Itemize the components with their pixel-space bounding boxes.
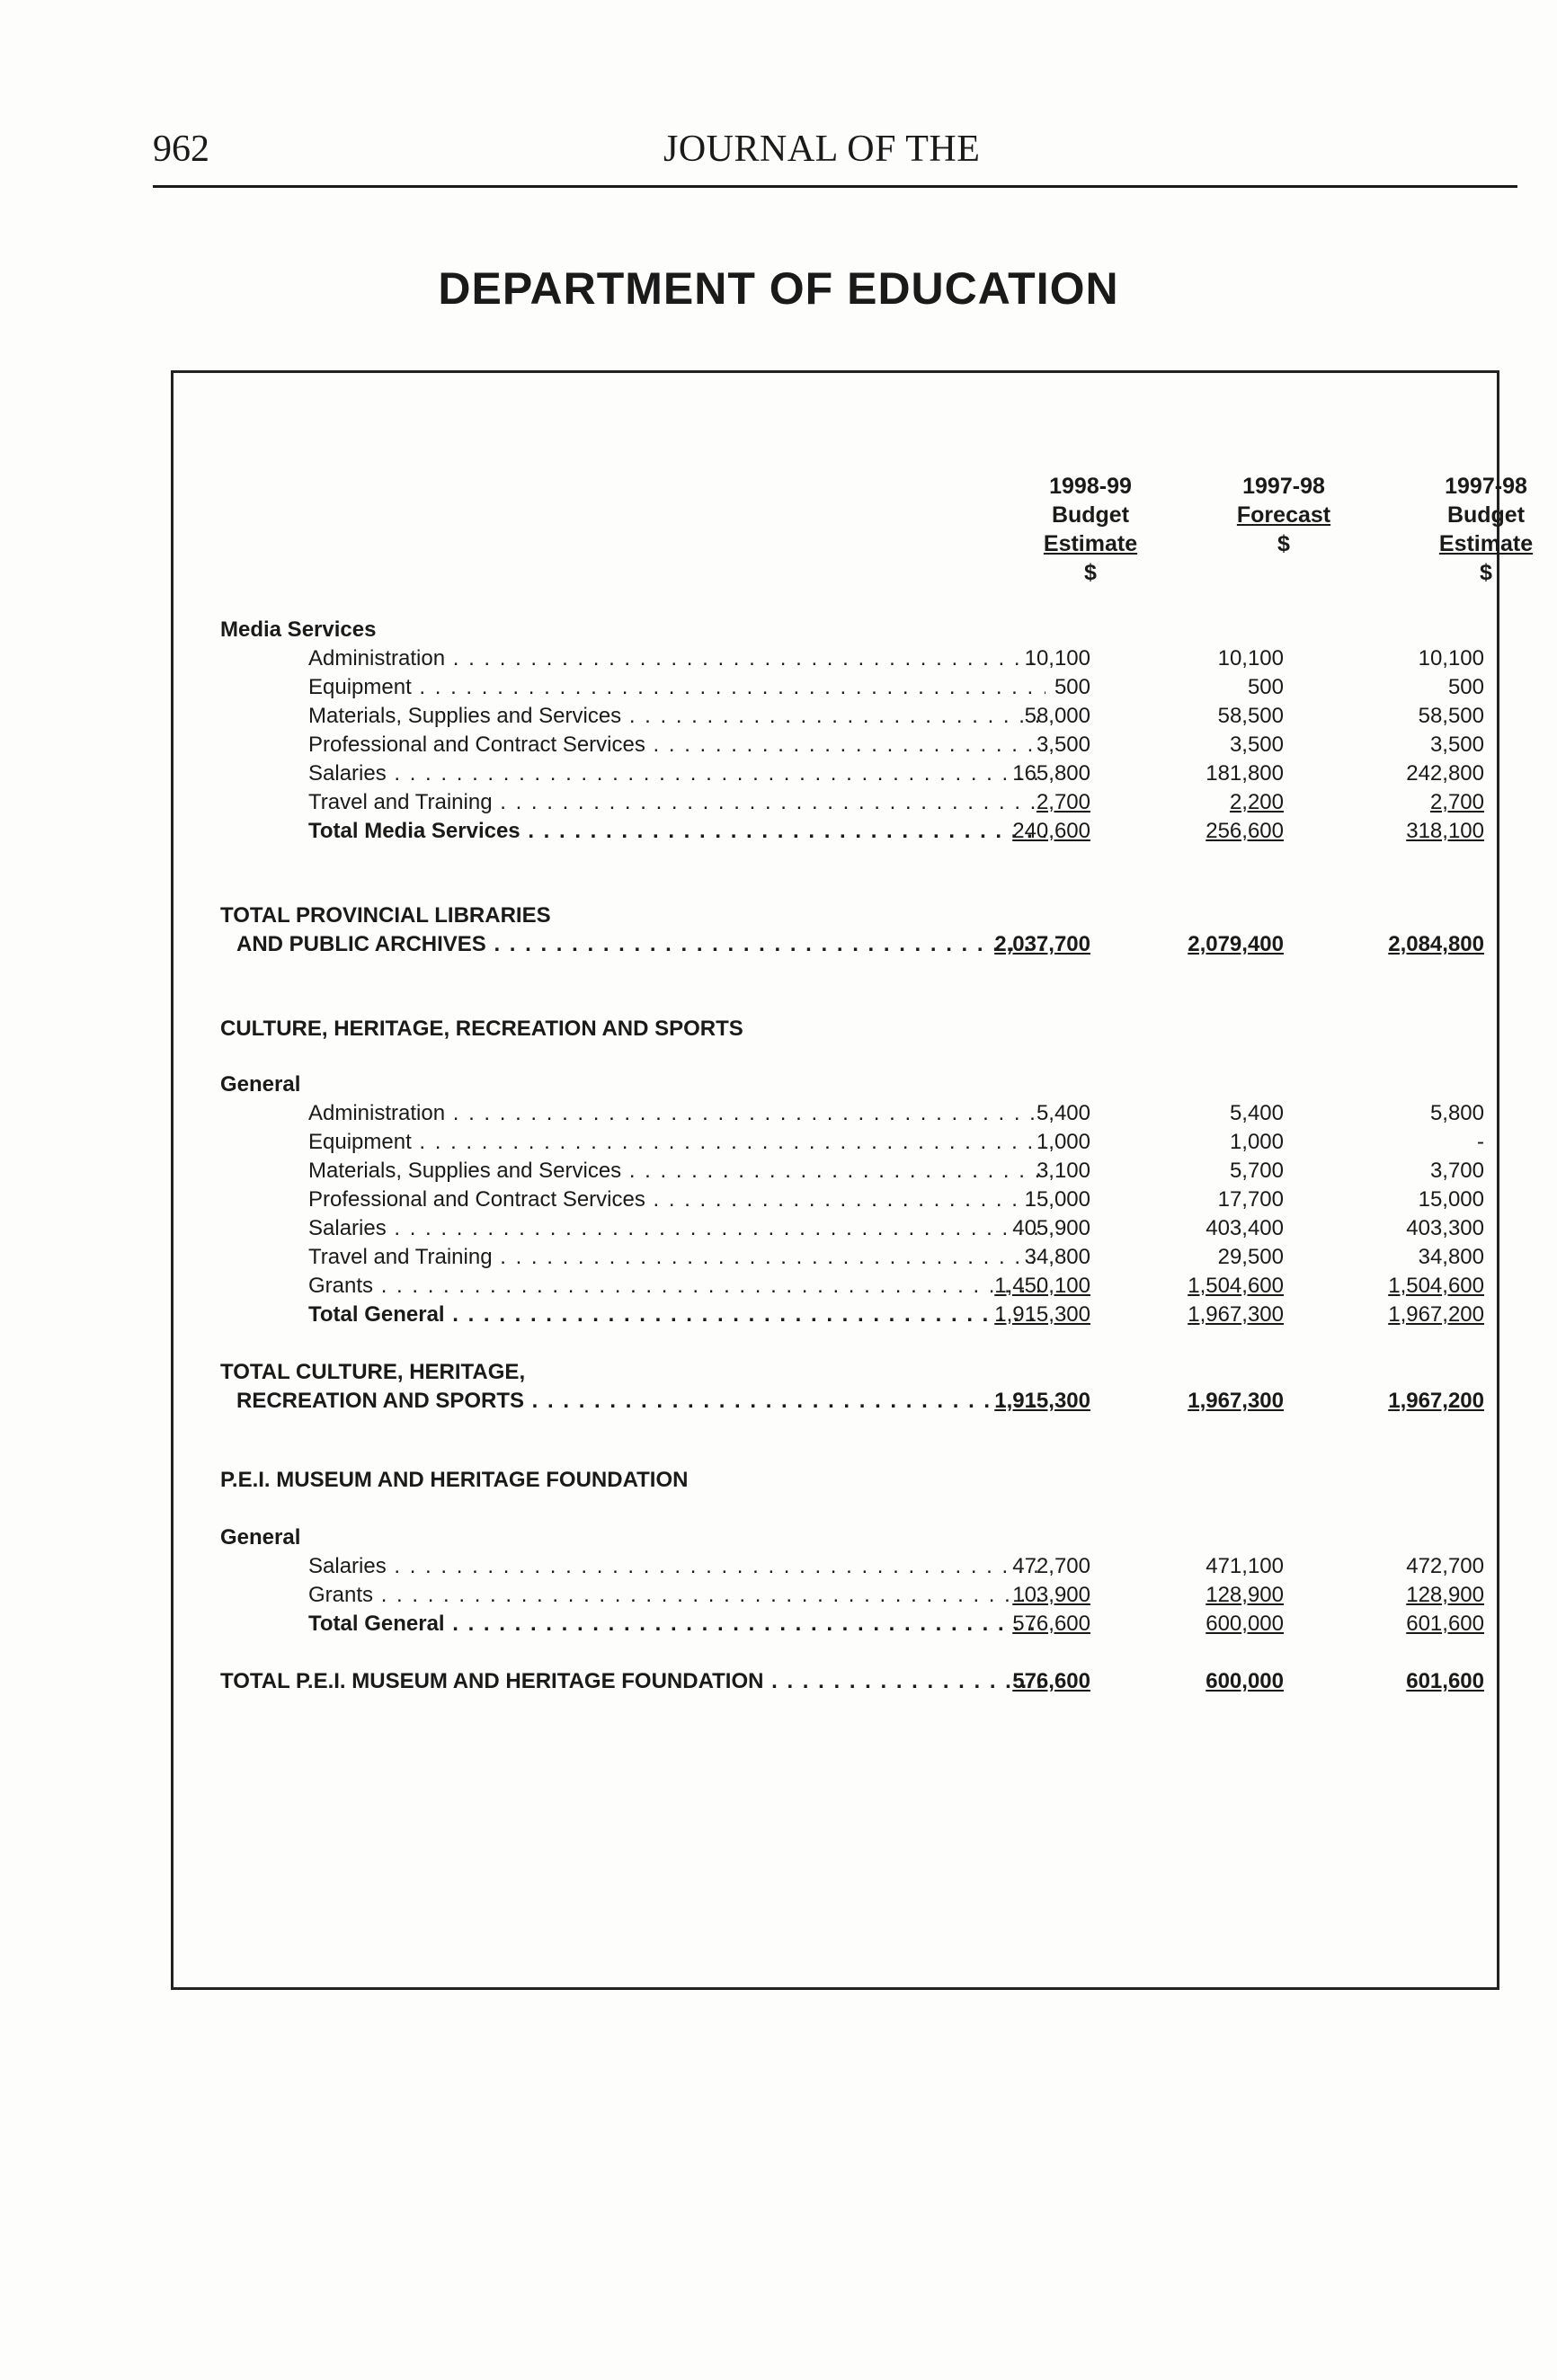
table-row-grand-total: TOTAL P.E.I. MUSEUM AND HERITAGE FOUNDATION . . . 576,600 600,000 601,600 [173,1667,1502,1696]
table-row: Administration . . . 10,100 10,100 10,100 [173,644,1502,673]
table-row-grand-total: AND PUBLIC ARCHIVES . . . 2,037,700 2,079,400 2,084,800 [173,930,1502,959]
culture-heading: CULTURE, HERITAGE, RECREATION AND SPORTS [220,1017,743,1041]
table-row: Salaries . . . 405,900 403,400 403,300 [173,1214,1502,1243]
table-row: Grants . . . 103,900 128,900 128,900 [173,1581,1502,1610]
table-row-total: Total Media Services . . . 240,600 256,600 318,100 [173,817,1502,846]
journal-title: JOURNAL OF THE [663,129,981,170]
column-header-1997-98-forecast: 1997-98 Forecast $ [1236,474,1331,556]
table-row: Travel and Training . . . 34,800 29,500 34,800 [173,1243,1502,1272]
table-row: Professional and Contract Services . . . 15,000 17,700 15,000 [173,1186,1502,1214]
department-title: DEPARTMENT OF EDUCATION [438,263,1119,314]
column-header-1997-98-estimate: 1997-98 Budget Estimate $ [1438,474,1534,585]
running-head [153,128,1517,188]
total-culture-line1: TOTAL CULTURE, HERITAGE, [220,1360,526,1384]
total-libraries-line1: TOTAL PROVINCIAL LIBRARIES [220,903,551,928]
page-number: 962 [153,129,209,170]
table-row: Professional and Contract Services . . . 3,500 3,500 3,500 [173,731,1502,759]
table-row: Equipment . . . 500 500 500 [173,673,1502,702]
table-row: Travel and Training . . . 2,700 2,200 2,700 [173,788,1502,817]
culture-general-heading: General [220,1072,301,1097]
museum-general-heading: General [220,1525,301,1550]
museum-heading: P.E.I. MUSEUM AND HERITAGE FOUNDATION [220,1468,689,1492]
table-row: Materials, Supplies and Services . . . 3,100 5,700 3,700 [173,1157,1502,1186]
table-row: Salaries . . . 472,700 471,100 472,700 [173,1552,1502,1581]
column-header-1998-99-estimate: 1998-99 Budget Estimate $ [1043,474,1138,585]
table-row-grand-total: RECREATION AND SPORTS . . . 1,915,300 1,967,300 1,967,200 [173,1387,1502,1416]
budget-table [171,370,1534,1990]
table-row: Grants . . . 1,450,100 1,504,600 1,504,600 [173,1272,1502,1301]
table-row: Salaries . . . 165,800 181,800 242,800 [173,759,1502,788]
table-row: Equipment . . . 1,000 1,000 - [173,1128,1502,1157]
media-services-heading: Media Services [220,617,377,642]
table-row-total: Total General . . . 576,600 600,000 601,600 [173,1610,1502,1638]
table-row: Administration . . . 5,400 5,400 5,800 [173,1099,1502,1128]
table-row: Materials, Supplies and Services . . . 58,000 58,500 58,500 [173,702,1502,731]
table-row-total: Total General . . . 1,915,300 1,967,300 1,967,200 [173,1301,1502,1329]
